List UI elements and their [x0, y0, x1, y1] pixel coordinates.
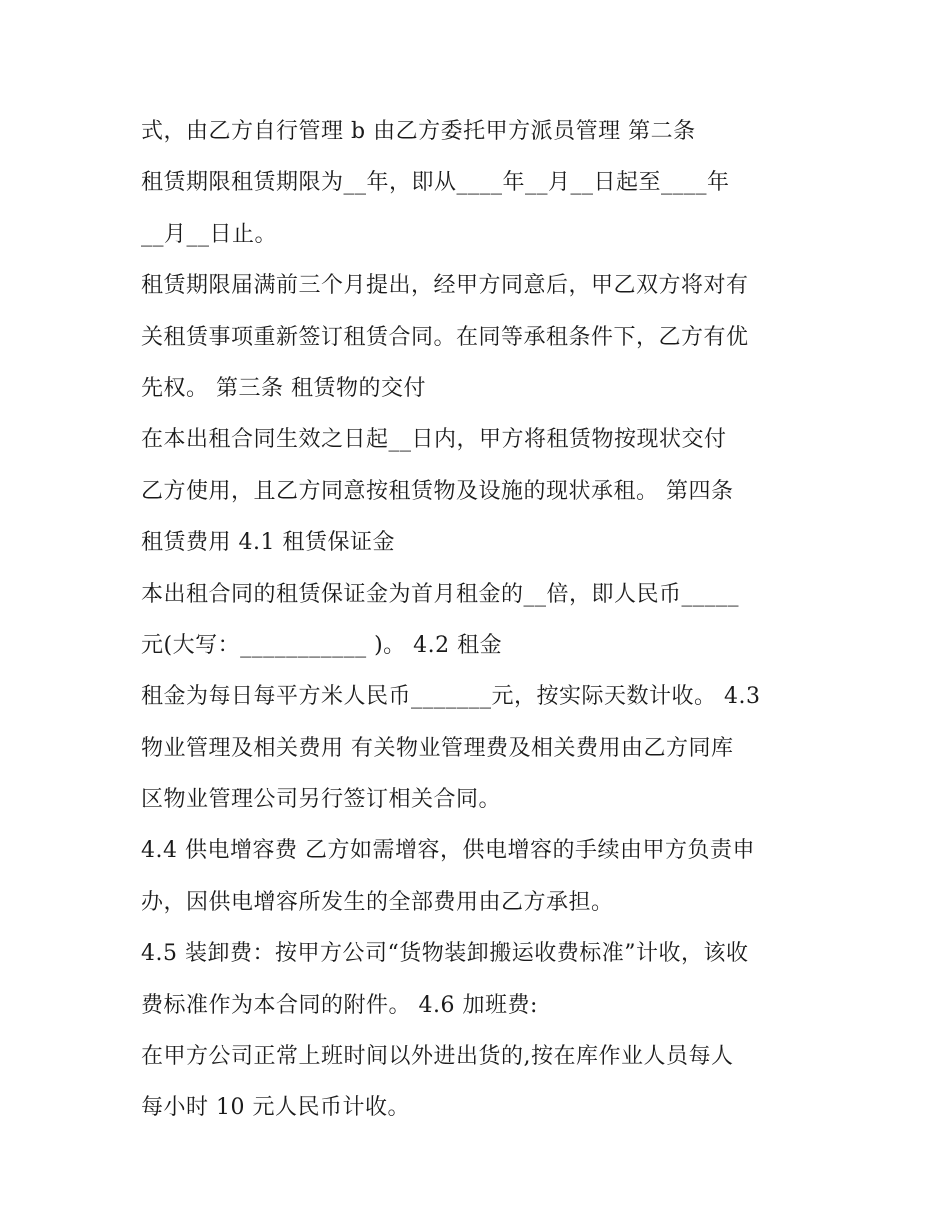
text-line: 区物业管理公司另行签订相关合同。	[141, 787, 502, 813]
text-line: 物业管理及相关费用 有关物业管理费及相关费用由乙方同库	[141, 735, 734, 761]
text-line: 乙方使用，且乙方同意按租赁物及设施的现状承租。 第四条	[141, 478, 734, 504]
text-line: 费标准作为本合同的附件。 4.6 加班费:	[141, 992, 538, 1018]
text-line: 4.5 装卸费：按甲方公司“货物装卸搬运收费标准”计收，该收	[141, 941, 749, 967]
text-line: 租金为每日每平方米人民币_______元，按实际天数计收。 4.3	[141, 684, 761, 710]
text-line: 4.4 供电增容费 乙方如需增容，供电增容的手续由甲方负责申	[141, 838, 755, 864]
text-line: 租赁费用 4.1 租赁保证金	[141, 530, 395, 556]
text-line: 在本出租合同生效之日起__日内，甲方将租赁物按现状交付	[141, 427, 727, 453]
text-line: 租赁期限租赁期限为__年，即从____年__月__日起至____年	[141, 170, 730, 196]
contract-text	[141, 106, 821, 1134]
text-line: 在甲方公司正常上班时间以外进出货的,按在库作业人员每人	[141, 1044, 734, 1070]
text-line: 办，因供电增容所发生的全部费用由乙方承担。	[141, 889, 614, 915]
text-line: 关租赁事项重新签订租赁合同。在同等承租条件下，乙方有优	[141, 324, 749, 350]
text-line: 式，由乙方自行管理 b 由乙方委托甲方派员管理 第二条	[141, 119, 696, 144]
text-line: 租赁期限届满前三个月提出，经甲方同意后，甲乙双方将对有	[141, 273, 749, 299]
text-line: 本出租合同的租赁保证金为首月租金的__倍，即人民币_____	[141, 581, 740, 607]
text-line: 每小时 10 元人民币计收。	[141, 1095, 410, 1121]
text-line: 先权。 第三条 租赁物的交付	[141, 375, 426, 401]
text-line: __月__日止。	[141, 221, 278, 247]
text-line: 元(大写：___________ )。 4.2 租金	[141, 632, 503, 658]
